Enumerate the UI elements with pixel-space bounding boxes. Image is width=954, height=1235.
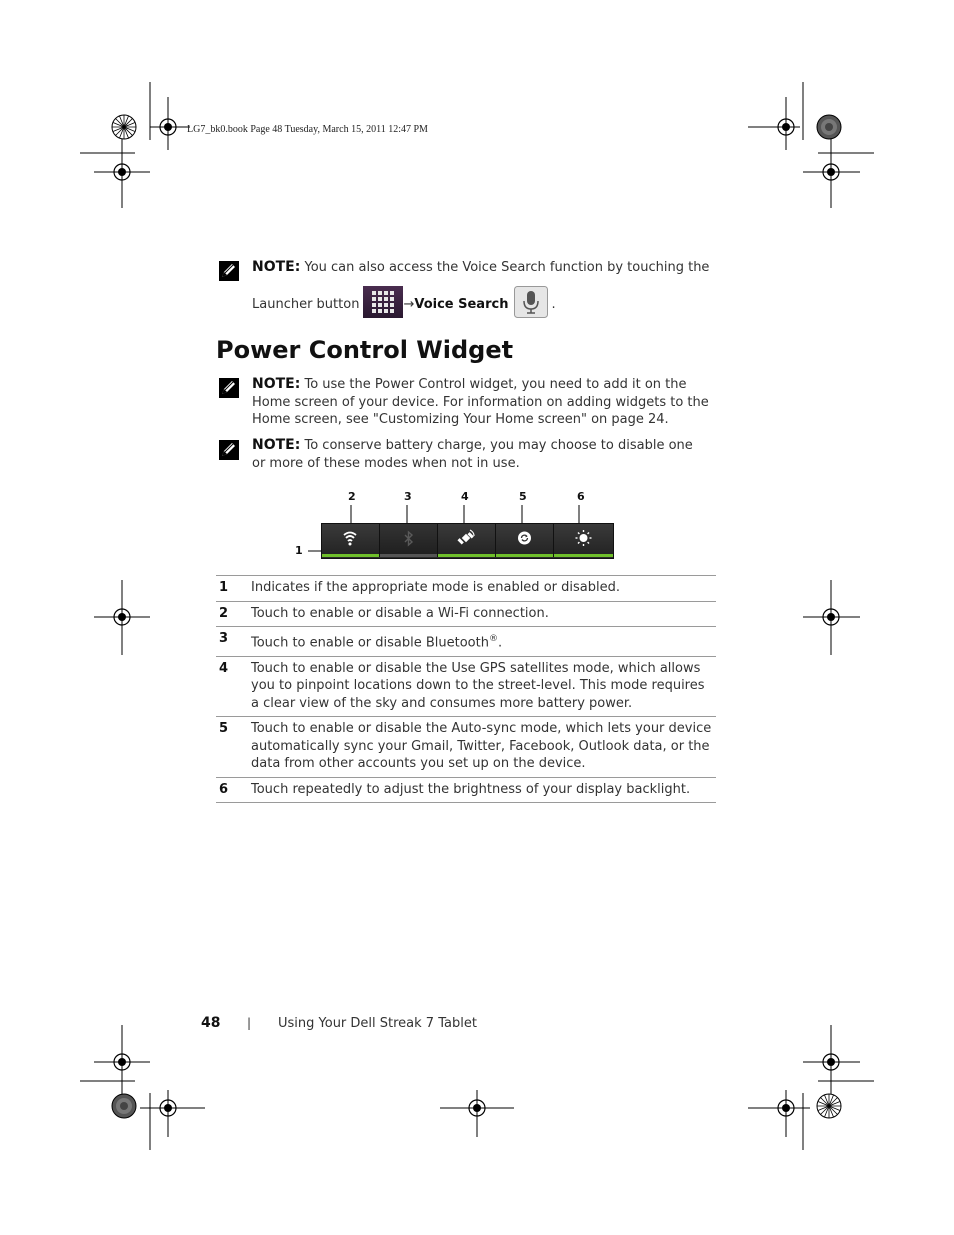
callout-number: 2 xyxy=(348,490,356,503)
note-text: You can also access the Voice Search function by touching the xyxy=(300,260,710,275)
row-description xyxy=(251,627,716,657)
callout-number: 3 xyxy=(404,490,412,503)
disabled-indicator xyxy=(380,554,437,557)
launcher-button-icon xyxy=(363,286,403,324)
row-description: Touch repeatedly to adjust the brightness of your display backlight. xyxy=(251,777,716,803)
note-text: To conserve battery charge, you may choose to disable one or more of these modes when not in use. xyxy=(252,438,693,471)
wifi-toggle-button[interactable] xyxy=(322,524,380,557)
row-description: Touch to enable or disable a Wi-Fi connection. xyxy=(251,601,716,627)
bluetooth-icon xyxy=(380,524,437,554)
callout-number: 1 xyxy=(295,544,303,557)
footer-title: Using Your Dell Streak 7 Tablet xyxy=(278,1016,477,1031)
note-label: NOTE: xyxy=(252,376,301,392)
table-row xyxy=(216,627,716,657)
note-pencil-icon xyxy=(219,440,239,460)
note-label: NOTE: xyxy=(252,437,301,453)
row-number: 2 xyxy=(216,601,251,627)
sync-toggle-button[interactable] xyxy=(496,524,554,557)
note-text: To use the Power Control widget, you need to add it on the Home screen of your device. For information on adding widgets to the Home screen, see "Customizing Your Home screen" on page 24. xyxy=(252,377,709,427)
callout-number: 5 xyxy=(519,490,527,503)
row-description: Indicates if the appropriate mode is enabled or disabled. xyxy=(251,576,716,602)
enabled-indicator xyxy=(322,554,379,557)
row-number: 6 xyxy=(216,777,251,803)
footer-separator: | xyxy=(247,1016,252,1030)
row-description: Touch to enable or disable the Use GPS satellites mode, which allows you to pinpoint locations down to the street-level. This mode requires a clear view of the sky and consumes more battery power. xyxy=(251,656,716,717)
row-number: 4 xyxy=(216,656,251,717)
brightness-toggle-button[interactable] xyxy=(554,524,613,557)
print-header-stamp: LG7_bk0.book Page 48 Tuesday, March 15, 2011 12:47 PM xyxy=(187,124,428,135)
note-text: Launcher button xyxy=(252,296,360,312)
callout-number: 4 xyxy=(461,490,469,503)
page-number: 48 xyxy=(201,1015,221,1031)
row-number: 5 xyxy=(216,717,251,778)
brightness-icon xyxy=(554,524,613,554)
note-pencil-icon xyxy=(219,261,239,281)
microphone-icon xyxy=(514,286,548,324)
table-row xyxy=(216,656,716,717)
note-add-widget xyxy=(252,376,710,429)
voice-search-label: Voice Search xyxy=(414,296,509,312)
note-pencil-icon xyxy=(219,378,239,398)
arrow-separator: → xyxy=(403,296,415,312)
gps-icon xyxy=(438,524,495,554)
row-number: 3 xyxy=(216,627,251,657)
table-row xyxy=(216,576,716,602)
note-label: NOTE: xyxy=(252,259,301,275)
table-row xyxy=(216,601,716,627)
bluetooth-toggle-button[interactable] xyxy=(380,524,438,557)
note-conserve-battery xyxy=(252,437,710,472)
power-control-widget xyxy=(321,523,614,559)
table-row xyxy=(216,717,716,778)
enabled-indicator xyxy=(496,554,553,557)
table-row xyxy=(216,777,716,803)
row-text: Touch to enable or disable Bluetooth xyxy=(251,635,489,651)
page-title: Power Control Widget xyxy=(216,336,514,364)
wifi-icon xyxy=(322,524,379,554)
row-description: Touch to enable or disable the Auto-sync mode, which lets your device automatically sync your Gmail, Twitter, Facebook, Outlook data, or the data from other accounts you set up on the device. xyxy=(251,717,716,778)
enabled-indicator xyxy=(438,554,495,557)
note-end: . xyxy=(551,296,556,312)
callout-description-table xyxy=(216,575,716,803)
sync-icon xyxy=(496,524,553,554)
registered-mark: ® xyxy=(488,634,498,644)
row-number: 1 xyxy=(216,576,251,602)
enabled-indicator xyxy=(554,554,613,557)
note-voice-search xyxy=(252,259,722,323)
gps-toggle-button[interactable] xyxy=(438,524,496,557)
callout-number: 6 xyxy=(577,490,585,503)
row-text-end: . xyxy=(497,635,503,651)
